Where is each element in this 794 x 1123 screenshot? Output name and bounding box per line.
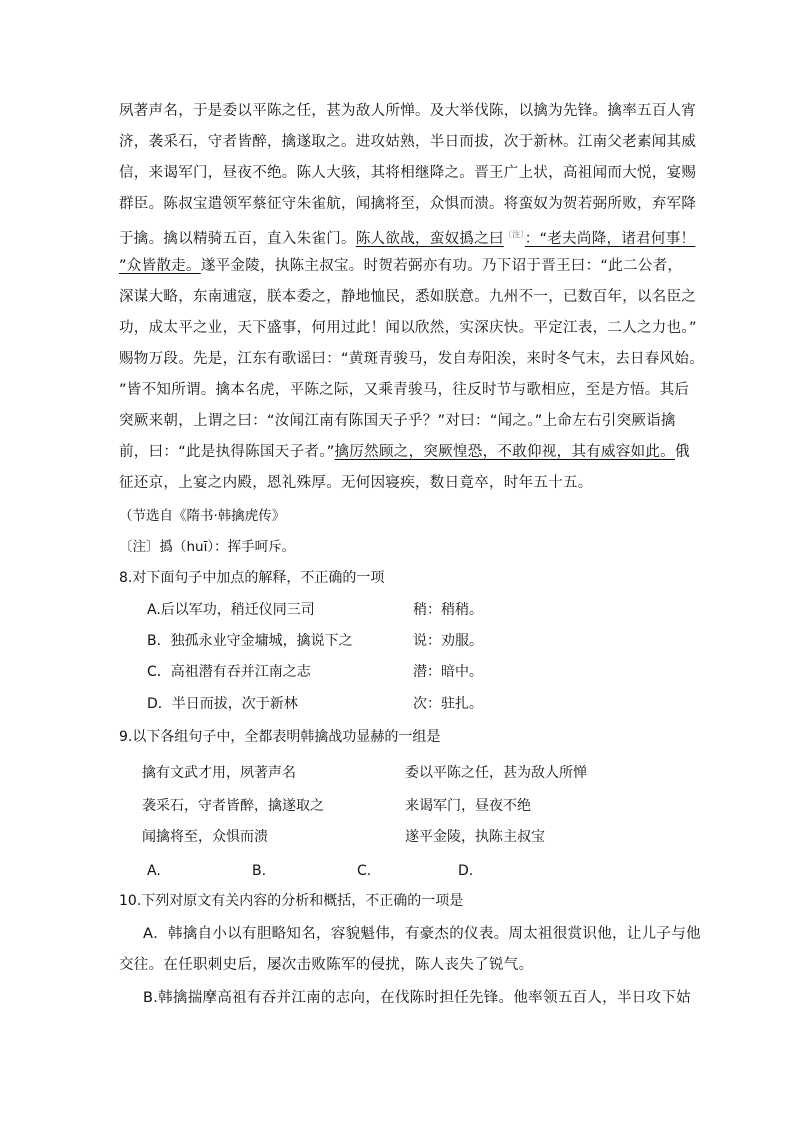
passage-line xyxy=(119,442,690,462)
q8-option-a-gloss: 稍：稍稍。 xyxy=(413,602,483,618)
question-9-stem: 9.以下各组句子中，全都表明韩擒战功显赫的一组是 xyxy=(119,729,441,745)
q9-pair-1-left: 擒有文武才用，夙著声名 xyxy=(142,765,296,781)
passage-text: 前，曰：“此是执得陈国天子者。” xyxy=(119,444,335,460)
passage-line: 群臣。陈叔宝遣领军蔡征守朱雀航，闻擒将至，众惧而溃。将蛮奴为贺若弼所败，弃军降 xyxy=(119,196,697,212)
q10-option-b-line: B.韩擒揣摩高祖有吞并江南的志向，在伐陈时担任先锋。他率领五百人，半日攻下姑 xyxy=(143,990,691,1006)
q9-choice-b: B. xyxy=(252,863,267,879)
passage-line: 信，来谒军门，昼夜不绝。陈人大骇，其将相继降之。晋王广上状，高祖闻而大悦，宴赐 xyxy=(119,165,697,181)
q8-option-a: A.后以军功，稍迁仪同三司 xyxy=(147,602,315,618)
passage-line: 功，成太平之业，天下盛事，何用过此！闻以欣然，实深庆快。平定江表，二人之力也。” xyxy=(119,320,697,336)
q9-pair-2-right: 来谒军门，昼夜不绝 xyxy=(405,798,531,814)
q9-choice-a: A. xyxy=(147,863,161,879)
underlined-sentence: ：“老夫尚降，诸君何事！ xyxy=(524,230,696,247)
q10-option-a-line: A．韩擒自小以有胆略知名，容貌魁伟，有豪杰的仪表。周太祖很赏识他，让儿子与他 xyxy=(143,926,701,942)
q9-pair-1-right: 委以平陈之任，甚为敌人所惮 xyxy=(405,765,587,781)
q8-option-b-gloss: 说：劝服。 xyxy=(413,633,483,649)
note-marker: 〔注〕 xyxy=(503,230,525,239)
passage-line: 突厥来朝，上谓之曰：“汝闻江南有陈国天子乎？”对曰：“闻之。”上命左右引突厥诣擒 xyxy=(119,413,676,429)
passage-text: 俄 xyxy=(674,444,690,460)
passage-line xyxy=(119,225,695,249)
question-10-stem: 10.下列对原文有关内容的分析和概括，不正确的一项是 xyxy=(119,893,464,909)
passage-line: ”皆不知所谓。擒本名虎，平陈之际，又乘青骏马，往反时节与歌相应，至是方悟。其后 xyxy=(119,382,690,398)
q8-option-c: C．高祖潜有吞并江南之志 xyxy=(147,664,311,680)
q10-option-a-line: 交往。在任职刺史后，屡次击败陈军的侵扰，陈人丧失了锐气。 xyxy=(119,957,534,973)
passage-line: 赐物万段。先是，江东有歌谣曰：“黄斑青骏马，发自寿阳涘，来时冬气末，去日春风始。 xyxy=(119,351,705,367)
passage-line: 夙著声名，于是委以平陈之任，甚为敌人所惮。及大举伐陈，以擒为先锋。擒率五百人宵 xyxy=(119,103,697,119)
passage-text: 于擒。擒以精骑五百，直入朱雀门。 xyxy=(119,230,356,247)
q9-pair-2-left: 袭采石，守者皆醉，擒遂取之 xyxy=(142,798,324,814)
underlined-sentence: 陈人欲战，蛮奴撝之曰 xyxy=(355,230,504,247)
passage-line: 深谋大略，东南逋寇，朕本委之，静地恤民，悉如朕意。九州不一，已数百年，以名臣之 xyxy=(119,289,697,305)
underlined-sentence: 擒厉然顾之，突厥惶恐，不敢仰视，其有威容如此。 xyxy=(334,444,675,460)
q9-choice-c: C. xyxy=(357,863,372,879)
passage-line: 济，袭采石，守者皆醉，擒遂取之。进攻姑熟，半日而拔，次于新林。江南父老素闻其威 xyxy=(119,134,697,150)
q8-option-d: D．半日而拔，次于新林 xyxy=(147,696,298,712)
underlined-sentence: ”众皆散走。 xyxy=(119,258,201,274)
passage-line xyxy=(119,256,682,276)
q8-option-c-gloss: 潜：暗中。 xyxy=(413,664,483,680)
passage-text: 遂平金陵，执陈主叔宝。时贺若弼亦有功。乃下诏于晋王曰：“此二公者， xyxy=(200,258,683,274)
q8-option-b: B．独孤永业守金墉城，擒说下之 xyxy=(147,633,353,649)
passage-line: 征还京，上宴之内殿，恩礼殊厚。无何因寝疾，数日竟卒，时年五十五。 xyxy=(119,475,593,491)
q9-choice-d: D. xyxy=(458,863,474,879)
annotation: 〔注〕撝（huī）：挥手呵斥。 xyxy=(119,539,296,555)
question-8-stem: 8.对下面句子中加点的解释，不正确的一项 xyxy=(119,570,385,586)
q8-option-d-gloss: 次：驻扎。 xyxy=(413,696,483,712)
q9-pair-3-right: 遂平金陵，执陈主叔宝 xyxy=(405,829,545,845)
source-citation: （节选自《隋书·韩擒虎传》 xyxy=(119,508,286,524)
q9-pair-3-left: 闻擒将至，众惧而溃 xyxy=(142,829,268,845)
